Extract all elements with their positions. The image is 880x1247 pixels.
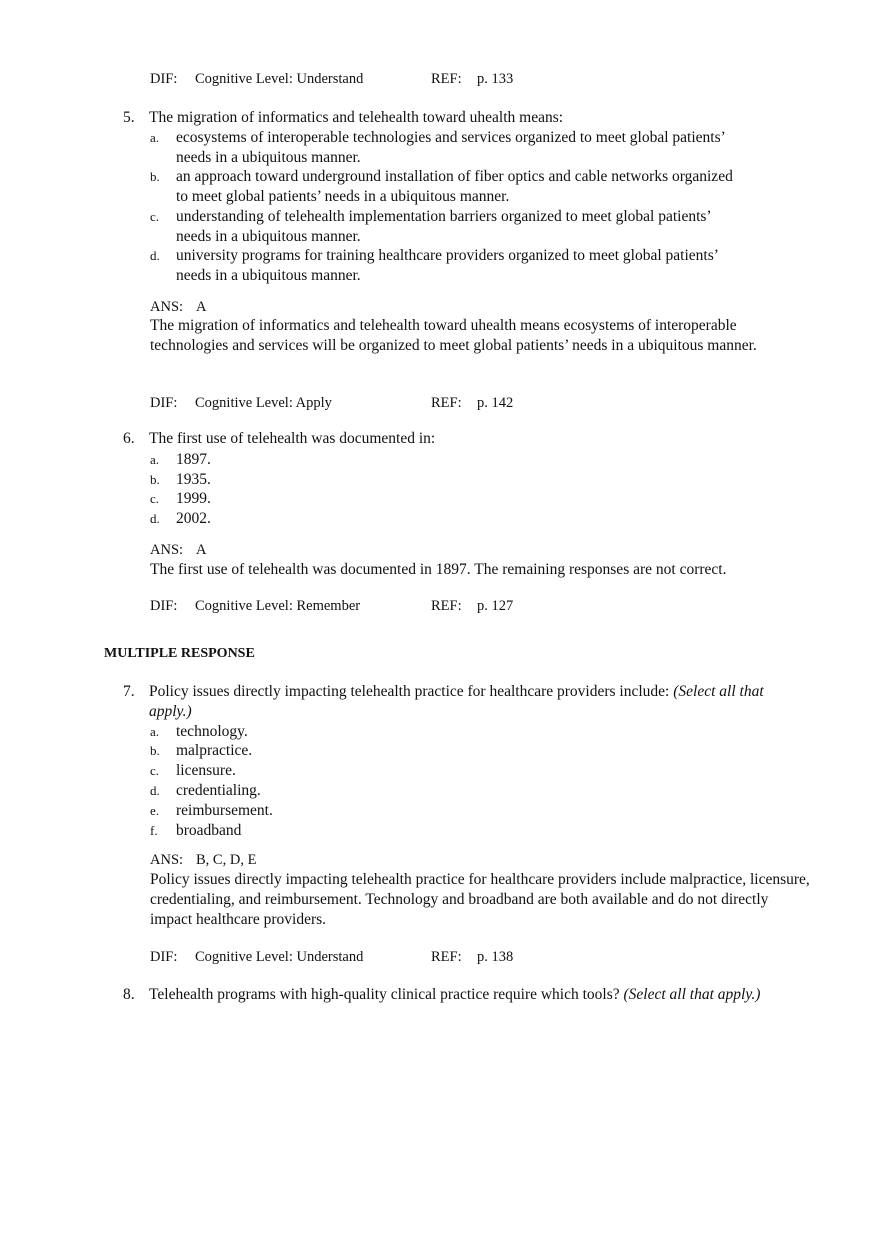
- option-text: malpractice.: [176, 742, 253, 759]
- ans-value: A: [196, 542, 207, 558]
- option-letter: b.: [150, 169, 160, 184]
- dif-value: Cognitive Level: Remember: [195, 598, 361, 614]
- option-letter: c.: [150, 209, 160, 224]
- section-heading: MULTIPLE RESPONSE: [104, 646, 255, 661]
- ref-label: REF:: [431, 395, 462, 411]
- ref-label: REF:: [431, 598, 462, 614]
- option-text: technology.: [176, 723, 248, 740]
- option-text: reimbursement.: [176, 802, 273, 819]
- option-text: 1897.: [176, 451, 211, 468]
- stem-text: Policy issues directly impacting telehealth practice for healthcare providers include:: [149, 683, 670, 700]
- option-letter: a.: [150, 452, 160, 467]
- ref-value: p. 142: [477, 395, 514, 411]
- option-text: understanding of telehealth implementation barriers organized to meet global patients’ needs in a ubiquitous manner.: [176, 208, 711, 245]
- dif-label: DIF:: [150, 71, 178, 87]
- option-letter: b.: [150, 743, 160, 758]
- dif-value: Cognitive Level: Apply: [195, 395, 332, 411]
- stem-instruction: (Select all that apply.): [623, 986, 761, 1003]
- option-letter: d.: [150, 783, 160, 798]
- stem-text: Telehealth programs with high-quality clinical practice require which tools?: [149, 986, 620, 1003]
- dif-label: DIF:: [150, 598, 178, 614]
- dif-label: DIF:: [150, 949, 178, 965]
- option-text: an approach toward underground installation of fiber optics and cable networks organized to meet global patients’ needs in a ubiquitous manner.: [176, 168, 733, 205]
- ans-label: ANS:: [150, 299, 184, 315]
- question-stem: [149, 682, 809, 721]
- ref-label: REF:: [431, 71, 462, 87]
- ref-value: p. 133: [477, 71, 514, 87]
- ref-label: REF:: [431, 949, 462, 965]
- ans-value: A: [196, 299, 207, 315]
- stem-instruction: (Select all that apply.): [149, 683, 764, 720]
- ref-value: p. 127: [477, 598, 514, 614]
- ans-label: ANS:: [150, 852, 184, 868]
- rationale: The first use of telehealth was documented in 1897. The remaining responses are not correct.: [150, 561, 727, 578]
- question-number: 8.: [123, 986, 135, 1003]
- question-stem: The first use of telehealth was documented in:: [149, 430, 436, 447]
- option-text: 1935.: [176, 471, 211, 488]
- option-text: 2002.: [176, 510, 211, 527]
- option-text: broadband: [176, 822, 242, 839]
- option-letter: a.: [150, 130, 160, 145]
- option-text: ecosystems of interoperable technologies and services organized to meet global patients’ needs in a ubiquitous manner.: [176, 129, 725, 166]
- option-text: university programs for training healthcare providers organized to meet global patients’ needs in a ubiquitous manner.: [176, 247, 718, 284]
- option-letter: c.: [150, 491, 160, 506]
- dif-value: Cognitive Level: Understand: [195, 949, 364, 965]
- ref-value: p. 138: [477, 949, 514, 965]
- dif-label: DIF:: [150, 395, 178, 411]
- option-text: credentialing.: [176, 782, 261, 799]
- question-number: 7.: [123, 683, 135, 700]
- option-text: licensure.: [176, 762, 236, 779]
- option-letter: d.: [150, 248, 160, 263]
- option-letter: a.: [150, 724, 160, 739]
- question-number: 5.: [123, 109, 135, 126]
- option-letter: f.: [150, 823, 158, 838]
- dif-value: Cognitive Level: Understand: [195, 71, 364, 87]
- option-letter: e.: [150, 803, 160, 818]
- option-letter: c.: [150, 763, 160, 778]
- question-number: 6.: [123, 430, 135, 447]
- ans-value: B, C, D, E: [196, 852, 257, 868]
- option-text: 1999.: [176, 490, 211, 507]
- rationale: Policy issues directly impacting telehealth practice for healthcare providers include malpractice, licensure, credentialing, and reimbursement. Technology and broadband are both available and do not directly impact healthcare providers.: [150, 871, 810, 928]
- rationale: The migration of informatics and telehealth toward uhealth means ecosystems of interoperable technologies and services will be organized to meet global patients’ needs in a ubiquitous manner.: [150, 317, 757, 354]
- question-stem: The migration of informatics and telehealth toward uhealth means:: [149, 109, 564, 126]
- question-stem: [149, 985, 809, 1005]
- ans-label: ANS:: [150, 542, 184, 558]
- option-letter: d.: [150, 511, 160, 526]
- option-letter: b.: [150, 472, 160, 487]
